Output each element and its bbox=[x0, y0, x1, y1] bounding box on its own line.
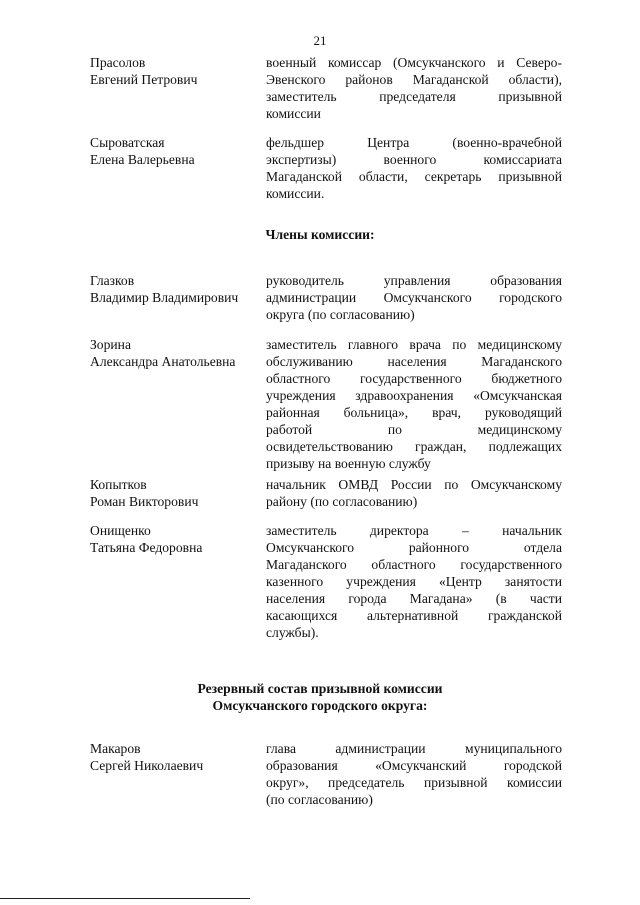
given-names: Александра Анатольевна bbox=[90, 354, 236, 369]
surname: Онищенко bbox=[90, 523, 151, 538]
role-line: военный комиссар (Омсукчанского и Северо- bbox=[266, 55, 562, 70]
role-line: комиссии bbox=[266, 106, 321, 121]
person-role bbox=[266, 336, 562, 472]
reserve-heading bbox=[0, 680, 640, 714]
given-names: Роман Викторович bbox=[90, 494, 199, 509]
role-line: службы). bbox=[266, 625, 319, 640]
role-line: казенного учреждения «Центр занятости bbox=[266, 574, 562, 589]
given-names: Владимир Владимирович bbox=[90, 290, 239, 305]
surname: Копытков bbox=[90, 477, 147, 492]
person-name bbox=[90, 476, 262, 510]
given-names: Елена Валерьевна bbox=[90, 152, 195, 167]
person-name bbox=[90, 134, 262, 168]
heading-text: Резервный состав призывной комиссии bbox=[197, 681, 443, 696]
given-names: Татьяна Федоровна bbox=[90, 540, 203, 555]
role-line: касающихся альтернативной гражданской bbox=[266, 608, 562, 623]
surname: Прасолов bbox=[90, 55, 146, 70]
role-line: глава администрации муниципального bbox=[266, 741, 562, 756]
role-line: начальник ОМВД России по Омсукчанскому bbox=[266, 477, 562, 492]
role-line: заместитель главного врача по медицинскому bbox=[266, 337, 562, 352]
surname: Глазков bbox=[90, 273, 135, 288]
page-number: 21 bbox=[313, 33, 327, 48]
heading-text: Члены комиссии: bbox=[265, 227, 375, 242]
person-role bbox=[266, 54, 562, 122]
person-role bbox=[266, 522, 562, 641]
role-line: (по согласованию) bbox=[266, 792, 373, 807]
person-role bbox=[266, 740, 562, 808]
surname: Сыроватская bbox=[90, 135, 165, 150]
given-names: Сергей Николаевич bbox=[90, 758, 204, 773]
role-line: призыву на военную службу bbox=[266, 456, 431, 471]
surname: Макаров bbox=[90, 741, 141, 756]
role-line: заместитель директора – начальник bbox=[266, 523, 562, 538]
role-line: администрации Омсукчанского городского bbox=[266, 290, 562, 305]
role-line: освидетельствованию граждан, подлежащих bbox=[266, 439, 562, 454]
role-line: учреждения здравоохранения «Омсукчанская bbox=[266, 388, 562, 403]
role-line: комиссии. bbox=[266, 186, 325, 201]
role-line: району (по согласованию) bbox=[266, 494, 418, 509]
person-role bbox=[266, 272, 562, 323]
role-line: округа (по согласованию) bbox=[266, 307, 415, 322]
role-line: областного государственного бюджетного bbox=[266, 371, 562, 386]
heading-text: Омсукчанского городского округа: bbox=[212, 698, 428, 713]
role-line: заместитель председателя призывной bbox=[266, 89, 562, 104]
given-names: Евгений Петрович bbox=[90, 72, 198, 87]
person-name bbox=[90, 54, 262, 88]
person-role bbox=[266, 134, 562, 202]
role-line: работой по медицинскому bbox=[266, 422, 562, 437]
role-line: обслуживанию населения Магаданского bbox=[266, 354, 562, 369]
role-line: округ», председатель призывной комиссии bbox=[266, 775, 562, 790]
person-role bbox=[266, 476, 562, 510]
role-line: районная больница», врач, руководящий bbox=[266, 405, 562, 420]
person-name bbox=[90, 740, 262, 774]
person-name bbox=[90, 336, 262, 370]
role-line: населения города Магадана» (в части bbox=[266, 591, 562, 606]
role-line: фельдшер Центра (военно-врачебной bbox=[266, 135, 562, 150]
role-line: Эвенского районов Магаданской области), bbox=[266, 72, 562, 87]
role-line: Омсукчанского районного отдела bbox=[266, 540, 562, 555]
role-line: образования «Омсукчанский городской bbox=[266, 758, 562, 773]
members-heading bbox=[0, 226, 640, 243]
role-line: Магаданского областного государственного bbox=[266, 557, 562, 572]
surname: Зорина bbox=[90, 337, 131, 352]
footer-divider bbox=[0, 898, 250, 899]
role-line: руководитель управления образования bbox=[266, 273, 562, 288]
role-line: Магаданской области, секретарь призывной bbox=[266, 169, 562, 184]
role-line: экспертизы) военного комиссариата bbox=[266, 152, 562, 167]
person-name bbox=[90, 272, 262, 306]
person-name bbox=[90, 522, 262, 556]
